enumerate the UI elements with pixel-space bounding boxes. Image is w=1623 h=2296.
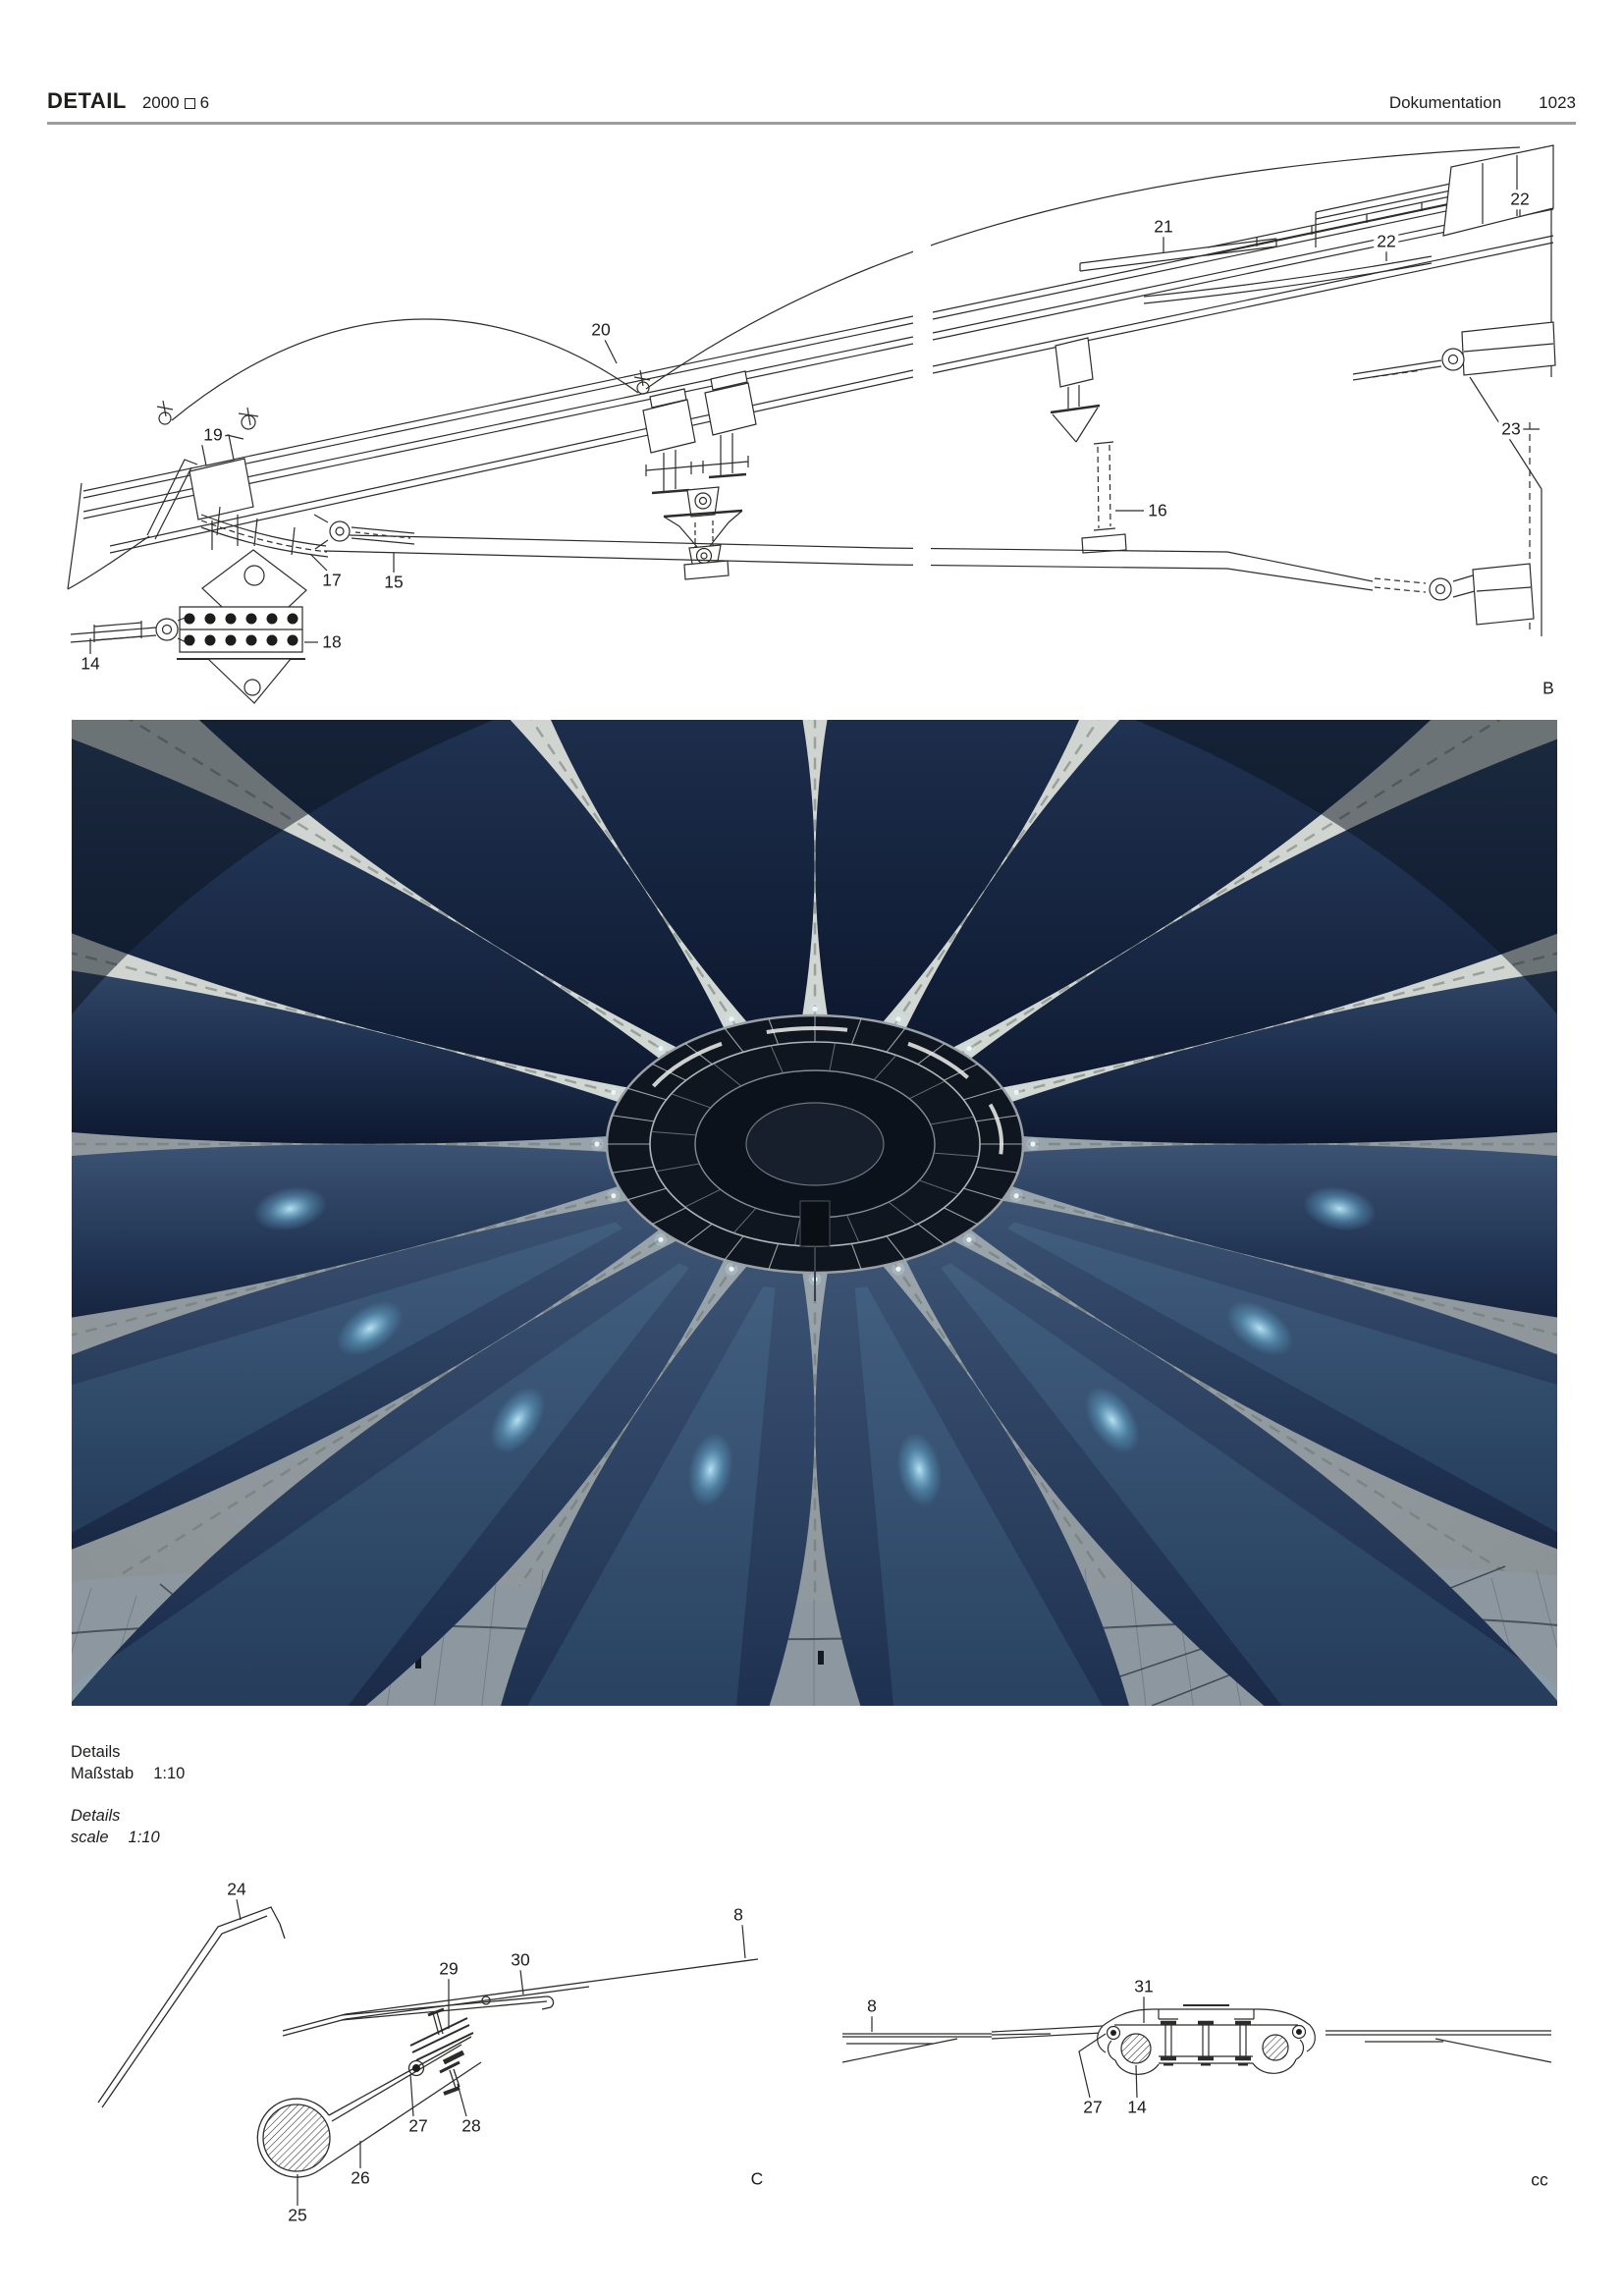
callout-label-cc-27: 27 [1080, 2098, 1105, 2117]
caption-title-de: Details [71, 1743, 121, 1761]
strut-16-turnbuckle [1051, 338, 1126, 553]
callout-label-b-22: 22 [1374, 232, 1398, 251]
pin-27 [412, 2064, 420, 2072]
gutter-flashing-24 [98, 1907, 285, 2107]
callout-label-b-16: 16 [1145, 501, 1169, 520]
membrane-surface-8 [283, 1959, 758, 2036]
callout-label-c-28: 28 [459, 2116, 483, 2136]
figure-letter-c: C [748, 2169, 767, 2189]
edge-cable-25 [263, 2105, 330, 2171]
callout-label-cc-31: 31 [1131, 1977, 1156, 1996]
issue-year: 2000 [141, 93, 180, 112]
issue-info [142, 93, 209, 113]
brand-logo: DETAIL [47, 88, 127, 113]
caption-english [71, 1805, 185, 1848]
callout-label-b-19: 19 [200, 425, 225, 445]
callout-label-b-23: 23 [1498, 419, 1523, 439]
page-header [47, 88, 1576, 114]
technical-drawing-b [47, 126, 1579, 715]
callout-label-c-29: 29 [436, 1959, 460, 1979]
membrane-right [1325, 2031, 1551, 2062]
callout-label-b-14: 14 [78, 654, 102, 674]
callout-label-b-22: 22 [1507, 190, 1532, 209]
issue-number: 6 [199, 93, 210, 112]
edge-cables [324, 535, 1373, 590]
callout-label-cc-14: 14 [1124, 2098, 1149, 2117]
clamp-bolts [1161, 2023, 1251, 2064]
callout-label-c-27: 27 [406, 2116, 430, 2136]
callout-label-b-15: 15 [381, 573, 406, 592]
clamp-assembly-c [409, 2009, 474, 2094]
caption-german [71, 1741, 185, 1784]
scale-label-de: Maßstab [71, 1765, 135, 1782]
right-anchor-assembly [1353, 322, 1555, 636]
page-number: 1023 [1539, 93, 1576, 112]
caption-title-en: Details [71, 1807, 121, 1825]
photo-dome-interior [72, 720, 1557, 1706]
technical-drawing-cc [825, 1994, 1571, 2111]
issue-separator-square-icon [185, 98, 195, 109]
callout-label-b-17: 17 [319, 571, 344, 590]
header-rule [47, 122, 1576, 125]
section-break-gap [913, 167, 931, 619]
technical-drawing-c [59, 1900, 825, 2224]
callout-label-b-20: 20 [588, 320, 613, 340]
callout-label-cc-8: 8 [864, 1996, 880, 2016]
figure-letter-cc: cc [1528, 2170, 1551, 2190]
photo-canvas [72, 720, 1557, 1706]
section-title: Dokumentation [1388, 93, 1502, 112]
scale-label-en: scale [71, 1829, 109, 1846]
callout-label-c-26: 26 [348, 2168, 372, 2188]
callout-label-c-25: 25 [285, 2206, 309, 2225]
strut-pair-middle [643, 371, 756, 579]
figure-letter-b: B [1540, 679, 1557, 698]
membrane-left [842, 2026, 1103, 2062]
scale-value-en: 1:10 [128, 1829, 160, 1846]
scale-value-de: 1:10 [153, 1765, 186, 1782]
callout-label-b-21: 21 [1151, 217, 1175, 237]
callout-label-c-8: 8 [730, 1905, 746, 1925]
caption-block [71, 1741, 185, 1848]
header-left [47, 88, 209, 114]
caption-scale-en [71, 1827, 185, 1848]
callout-label-c-24: 24 [224, 1880, 248, 1899]
header-right [1389, 93, 1576, 113]
caption-scale-de [71, 1763, 185, 1784]
callout-label-c-30: 30 [508, 1950, 532, 1970]
callout-label-b-18: 18 [319, 632, 344, 652]
